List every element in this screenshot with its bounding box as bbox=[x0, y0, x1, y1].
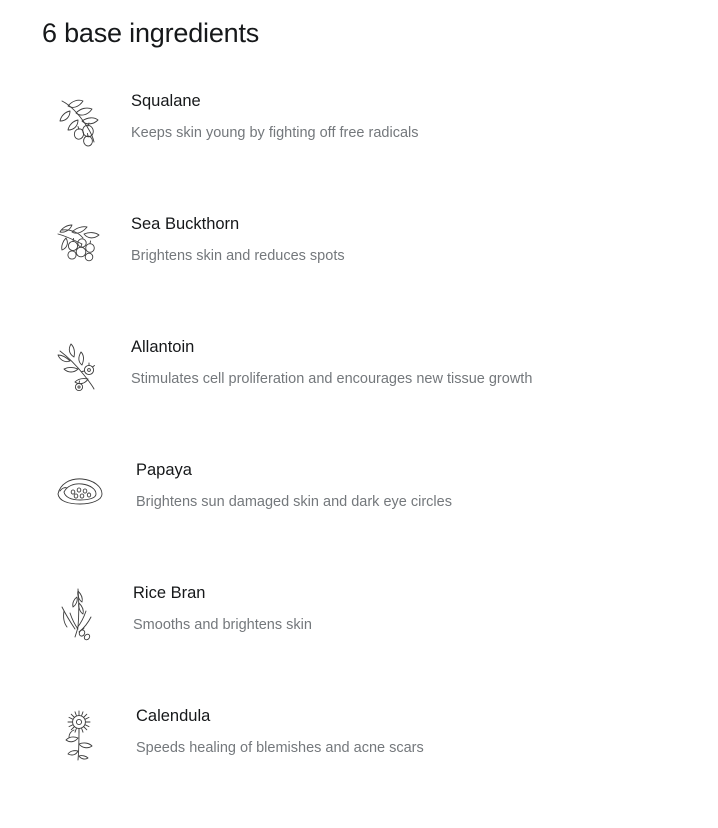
ingredient-name: Rice Bran bbox=[133, 584, 206, 602]
ingredient-text bbox=[115, 578, 312, 635]
ingredient-description: Brightens sun damaged skin and dark eye circles bbox=[136, 494, 452, 511]
list-item bbox=[0, 209, 718, 332]
ingredient-list bbox=[0, 86, 718, 824]
ingredient-description: Stimulates cell proliferation and encourages new tissue growth bbox=[131, 371, 533, 388]
ingredient-text bbox=[115, 209, 345, 266]
ingredient-text bbox=[115, 455, 452, 512]
ingredient-name: Allantoin bbox=[131, 338, 195, 356]
ingredient-text bbox=[115, 332, 532, 389]
page-title: 6 base ingredients bbox=[42, 18, 260, 48]
list-item bbox=[0, 332, 718, 455]
ingredient-text bbox=[115, 86, 419, 143]
list-item bbox=[0, 578, 718, 701]
ingredient-description: Smooths and brightens skin bbox=[133, 617, 312, 634]
list-item bbox=[0, 701, 718, 824]
ingredient-description: Keeps skin young by fighting off free radicals bbox=[131, 125, 419, 142]
sea-buckthorn-berries-icon bbox=[45, 209, 115, 279]
papaya-fruit-icon bbox=[45, 455, 115, 525]
list-item bbox=[0, 455, 718, 578]
calendula-flower-icon bbox=[45, 701, 115, 771]
list-item bbox=[0, 86, 718, 209]
ingredient-name: Squalane bbox=[131, 92, 201, 110]
ingredient-description: Speeds healing of blemishes and acne scars bbox=[136, 740, 424, 757]
ingredient-name: Papaya bbox=[136, 461, 192, 479]
rice-stalk-icon bbox=[45, 578, 115, 648]
comfrey-flower-icon bbox=[45, 332, 115, 402]
ingredient-text bbox=[115, 701, 424, 758]
ingredient-description: Brightens skin and reduces spots bbox=[131, 248, 345, 265]
ingredient-name: Sea Buckthorn bbox=[131, 215, 240, 233]
ingredient-name: Calendula bbox=[136, 707, 211, 725]
olive-branch-icon bbox=[45, 86, 115, 156]
